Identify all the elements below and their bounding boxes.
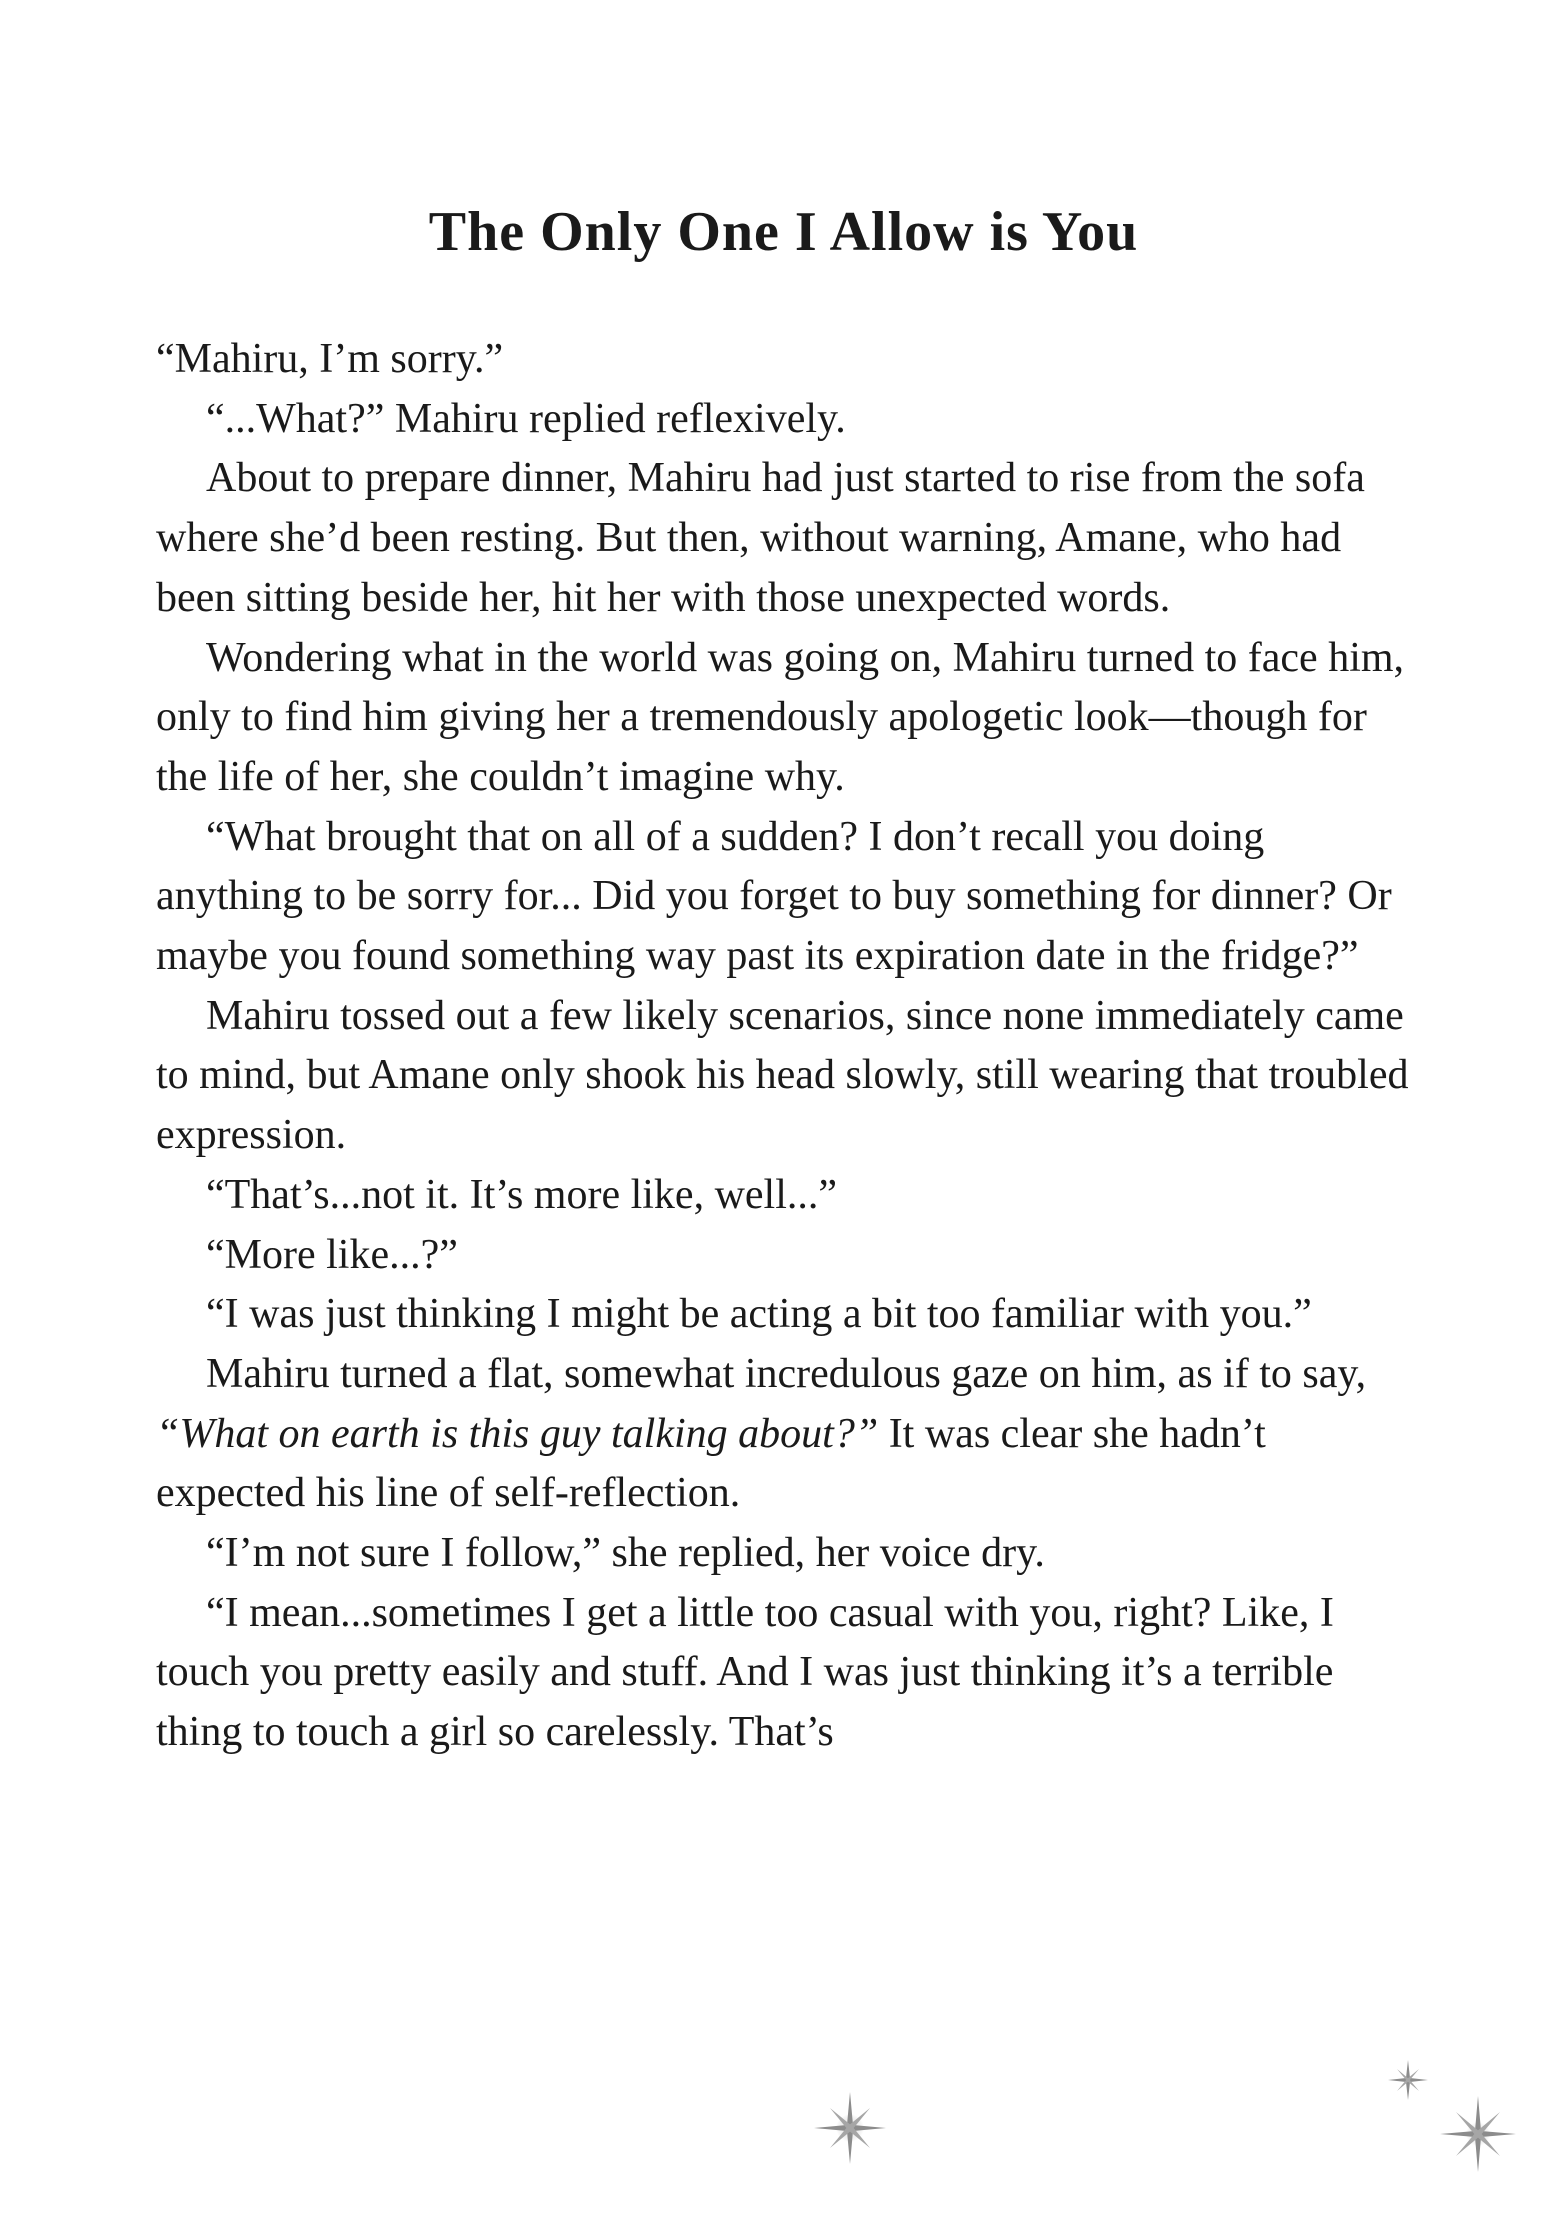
chapter-title: The Only One I Allow is You (428, 201, 1139, 263)
paragraph: “What brought that on all of a sudden? I don’t recall you doing anything to be sorry for... Did you forget to buy something for dinner? Or maybe you found something way past its expiration date in the fridge?” (156, 813, 1392, 980)
paragraph: “I mean...sometimes I get a little too casual with you, right? Like, I touch you pretty easily and stuff. And I was just thinking it’s a terrible thing to touch a girl so carelessly. That’s (156, 1589, 1334, 1756)
paragraph: “That’s...not it. It’s more like, well...” (206, 1171, 838, 1218)
paragraph: “Mahiru, I’m sorry.” (156, 336, 504, 382)
paragraph: About to prepare dinner, Mahiru had just started to rise from the sofa where she’d been resting. But then, without warning, Amane, who had been sitting beside her, hit her with those unexpected words. (156, 455, 1365, 621)
sparkle-icon (814, 2092, 886, 2164)
paragraph-text: Mahiru turned a flat, somewhat incredulous gaze on him, as if to say, (206, 1350, 1367, 1397)
paragraph: “I’m not sure I follow,” she replied, her voice dry. (206, 1530, 1045, 1577)
paragraph (156, 1345, 1416, 1524)
sparkle-icon (1388, 2060, 1428, 2100)
italic-thought: “What on earth is this guy talking about?” (156, 1410, 879, 1457)
sparkle-icon (1440, 2096, 1516, 2172)
paragraph: Mahiru tossed out a few likely scenarios, since none immediately came to mind, but Amane only shook his head slowly, still wearing that troubled expression. (156, 992, 1409, 1159)
paragraph: “More like...?” (206, 1231, 458, 1278)
body-text (156, 330, 1416, 1763)
paragraph: “...What?” Mahiru replied reflexively. (206, 395, 846, 442)
paragraph: Wondering what in the world was going on, Mahiru turned to face him, only to find him giving her a tremendously apologetic look—though for the life of her, she couldn’t imagine why. (156, 634, 1405, 800)
paragraph: “I was just thinking I might be acting a bit too familiar with you.” (206, 1291, 1312, 1338)
paragraph-text: It was clear she hadn’t expected his line of self-reflection. (156, 1410, 1266, 1517)
